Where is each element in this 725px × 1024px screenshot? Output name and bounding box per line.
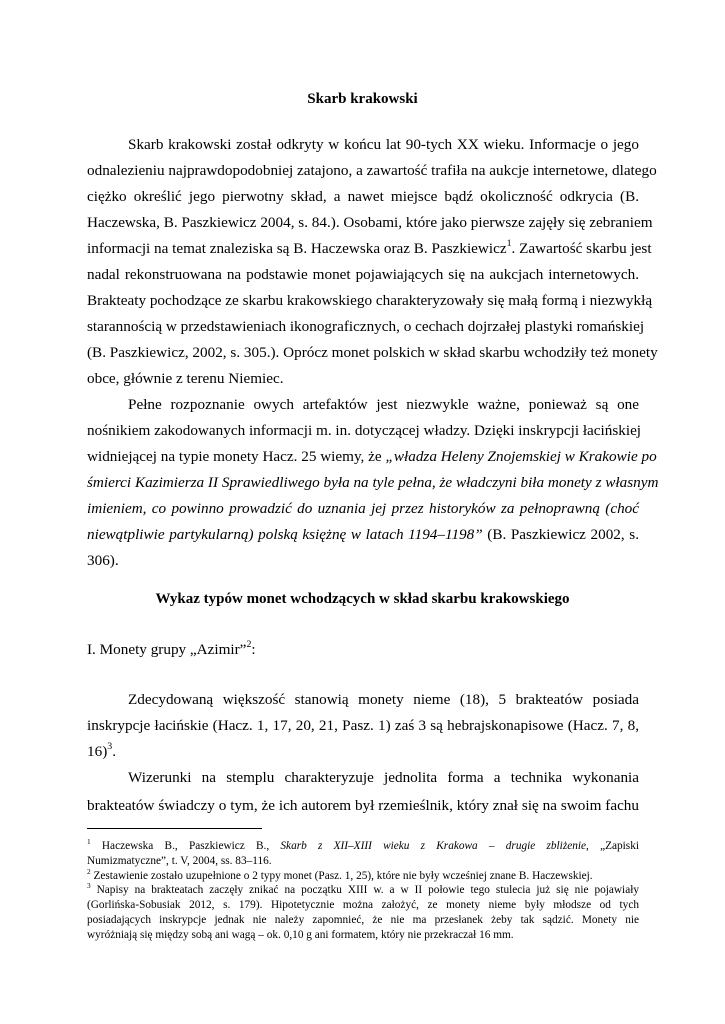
section-title: Wykaz typów monet wchodzących w skład skarbu krakowskiego — [155, 591, 570, 607]
footnote-number: 1 — [87, 836, 91, 846]
paragraph-4-line: brakteatów świadczy o tym, że ich autorem był rzemieślnik, który znał się na swoim fachu — [87, 797, 639, 814]
text-span: „Zapiski — [588, 840, 639, 852]
text-span: 16) — [87, 743, 108, 760]
footnote-3-line — [87, 882, 639, 898]
paragraph-1-line: obce, głównie z terenu Niemiec. — [87, 370, 284, 387]
footnote-number: 3 — [87, 880, 91, 890]
text-span: widniejącej na typie monety Hacz. 25 wiemy, że — [87, 448, 386, 465]
paragraph-1-line: Brakteaty pochodzące ze skarbu krakowskiego charakteryzowały się małą formą i niezwykłą — [87, 292, 653, 309]
paragraph-2-line: 306). — [87, 552, 119, 569]
paragraph-1-line: nadal rekonstruowana na podstawie monet pojawiających się na aukcjach internetowych. — [87, 266, 639, 283]
text-span: (B. Paszkiewicz 2002, s. — [482, 526, 639, 543]
paragraph-1-line: ciężko określić jego pierwotny skład, a nawet miejsce bądź okoliczność odkrycia (B. — [87, 188, 639, 205]
paragraph-1-line: Skarb krakowski został odkryty w końcu lat 90-tych XX wieku. Informacje o jego — [128, 136, 639, 153]
paragraph-3-line: Zdecydowaną większość stanowią monety nieme (18), 5 brakteatów posiada — [128, 691, 639, 708]
text-span: Haczewska B., Paszkiewicz B., — [90, 840, 281, 852]
paragraph-2-line: Pełne rozpoznanie owych artefaktów jest niezwykle ważne, ponieważ są one — [128, 396, 639, 413]
paragraph-1-line: Haczewska, B. Paszkiewicz 2004, s. 84.). Osobami, które jako pierwsze zajęły się zebraniem — [87, 214, 653, 231]
footnote-1-line: Numizmatyczne”, t. V, 2004, ss. 83–116. — [87, 855, 272, 867]
footnote-3-line: wyróżniają się między sobą ani wagą – ok. 0,10 g ani formatem, który nie przekraczał 16 mm. — [87, 929, 514, 941]
colon-text: : — [251, 641, 256, 658]
footnote-ref-1: 1 — [506, 237, 512, 249]
paragraph-3-line: inskrypcje łacińskie (Hacz. 1, 17, 20, 21, Pasz. 1) zaś 3 są hebrajskonapisowe (Hacz. 7, 8, — [87, 717, 639, 734]
paragraph-2-line — [87, 525, 639, 544]
paragraph-1-line: starannością w przedstawieniach ikonograficznych, o cechach dojrzałej plastyki romańskiej — [87, 318, 645, 335]
text-span: Zestawienie zostało uzupełnione o 2 typy monet (Pasz. 1, 25), które nie były wcześniej znane B. Haczewskiej. — [90, 870, 593, 882]
text-span: . Zawartość skarbu jest — [511, 240, 652, 257]
paragraph-2-line: nośnikiem zakodowanych informacji m. in. dotyczącej władzy. Dzięki inskrypcji łacińskiej — [87, 422, 642, 439]
paragraph-4-line: Wizerunki na stemplu charakteryzuje jednolita forma a technika wykonania — [128, 769, 639, 786]
paragraph-2-line — [87, 447, 657, 466]
footnote-1-line — [87, 838, 639, 854]
page-title: Skarb krakowski — [307, 91, 418, 107]
quote-italic: niewątpliwie partykularną) polską księżnę w latach 1194–1198” — [87, 526, 483, 543]
footnote-3-line: posiadających inskrypcje jednak nie należy zapomnieć, że nie ma przesłanek żeby tak sądzić. Monety nie — [87, 914, 639, 926]
paragraph-2-line: śmierci Kazimierza II Sprawiedliwego była na tyle pełna, że władczyni biła monety z własnym — [87, 474, 659, 491]
paragraph-3-line — [87, 742, 639, 761]
footnote-number: 2 — [87, 866, 91, 876]
footnote-separator — [87, 828, 262, 829]
paragraph-1-line: (B. Paszkiewicz, 2002, s. 305.). Oprócz monet polskich w skład skarbu wchodziły też monety — [87, 344, 658, 361]
text-span: Napisy na brakteatach zaczęły znikać na początku XIII w. a w II połowie tego stulecia już się nie pojawiały — [90, 884, 639, 896]
footnote-ref-3: 3 — [107, 740, 113, 752]
quote-italic: „władza Heleny Znojemskiej w Krakowie po — [385, 448, 657, 465]
text-span: I. Monety grupy „Azimir” — [87, 641, 247, 658]
work-title-italic: Skarb z XII–XIII wieku z Krakowa – drugie zbliżenie, — [280, 840, 589, 852]
period-text: . — [112, 743, 116, 760]
text-span: informacji na temat znaleziska są B. Haczewska oraz B. Paszkiewicz — [87, 240, 507, 257]
footnote-ref-2: 2 — [246, 638, 252, 650]
footnote-3-line: (Gorlińska-Sobusiak 2012, s. 179). Hipotetycznie można założyć, ze monety nieme były młodsze od tych — [87, 899, 639, 911]
group-heading — [87, 640, 256, 659]
paragraph-2-line: imieniem, co powinno prowadzić do uznania jej przez historyków za pełnoprawną (choć — [87, 500, 639, 517]
paragraph-1-line — [87, 237, 652, 258]
paragraph-1-line: odnalezieniu najprawdopodobniej zatajono, a zawartość trafiła na aukcje internetowe, dlatego — [87, 162, 657, 179]
